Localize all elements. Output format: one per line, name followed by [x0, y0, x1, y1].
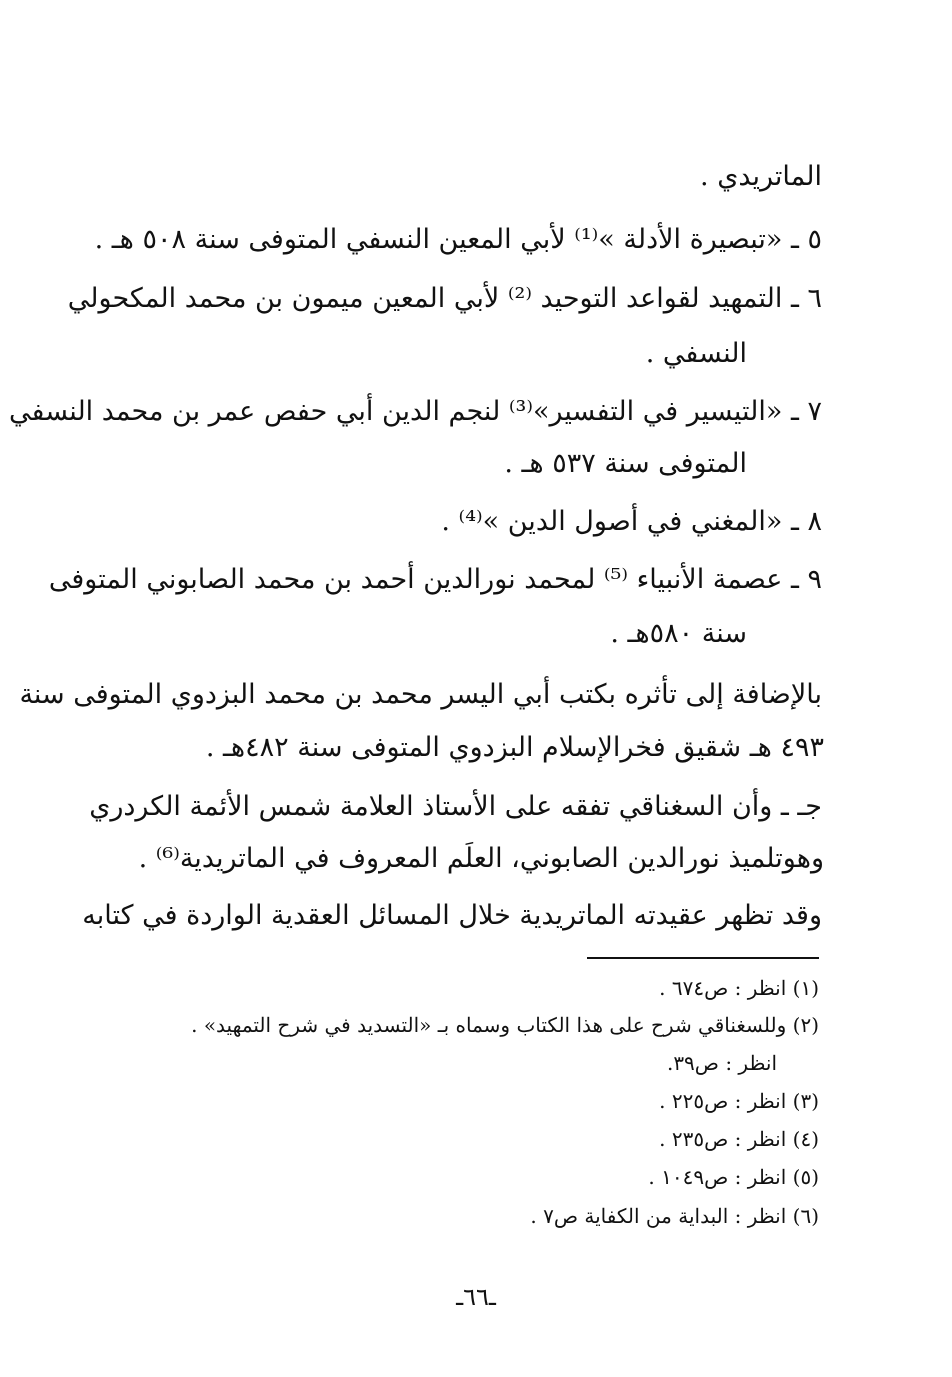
- list-item-6-continued: النسفي .: [645, 338, 747, 369]
- list-item-9: ٩ ـ عصمة الأنبياء ⁽⁵⁾ لمحمد نورالدين أحمد بن محمد الصابوني المتوفى: [48, 564, 822, 595]
- paragraph-line: ٤٩٣ هـ شقيق فخرالإسلام البزدوي المتوفى سنة ٤٨٢هـ .: [205, 732, 824, 763]
- footnote-2-continued: انظر : ص٣٩.: [666, 1051, 777, 1075]
- paragraph-line: جـ ـ وأن السغناقي تفقه على الأستاذ العلامة شمس الأئمة الكردري: [89, 791, 822, 822]
- footnote-5: (٥) انظر : ص١٠٤٩ .: [648, 1165, 819, 1189]
- list-item-8: ٨ ـ «المغني في أصول الدين »⁽⁴⁾ .: [441, 506, 822, 537]
- paragraph-line: وهوتلميذ نورالدين الصابوني، العلَم المعروف في الماتريدية⁽⁶⁾ .: [138, 843, 824, 874]
- list-item-9-continued: سنة ٥٨٠هـ .: [610, 618, 747, 649]
- paragraph-line: وقد تظهر عقيدته الماتريدية خلال المسائل العقدية الواردة في كتابه: [82, 900, 822, 931]
- list-item-7: ٧ ـ «التيسير في التفسير»⁽³⁾ لنجم الدين أبي حفص عمر بن محمد النسفي: [9, 396, 822, 427]
- list-item-6: ٦ ـ التمهيد لقواعد التوحيد ⁽²⁾ لأبي المعين ميمون بن محمد المكحولي: [67, 283, 822, 314]
- list-item-7-continued: المتوفى سنة ٥٣٧ هـ .: [504, 448, 747, 479]
- footnote-1: (١) انظر : ص٦٧٤ .: [659, 976, 819, 1000]
- footnote-divider: [587, 957, 819, 959]
- footnote-4: (٤) انظر : ص٢٣٥ .: [659, 1127, 819, 1151]
- footnote-3: (٣) انظر : ص٢٢٥ .: [659, 1089, 819, 1113]
- footnote-2: (٢) وللسغناقي شرح على هذا الكتاب وسماه بـ «التسديد في شرح التمهيد» .: [191, 1013, 819, 1037]
- list-item-5: ٥ ـ «تبصيرة الأدلة »⁽¹⁾ لأبي المعين النسفي المتوفى سنة ٥٠٨ هـ .: [94, 224, 822, 255]
- paragraph-line: بالإضافة إلى تأثره بكتب أبي اليسر محمد بن محمد البزدوي المتوفى سنة: [19, 679, 822, 710]
- text-line: الماتريدي .: [700, 161, 822, 192]
- footnote-6: (٦) انظر : البداية من الكفاية ص٧ .: [530, 1204, 819, 1228]
- page-number: ـ٦٦ـ: [456, 1283, 496, 1311]
